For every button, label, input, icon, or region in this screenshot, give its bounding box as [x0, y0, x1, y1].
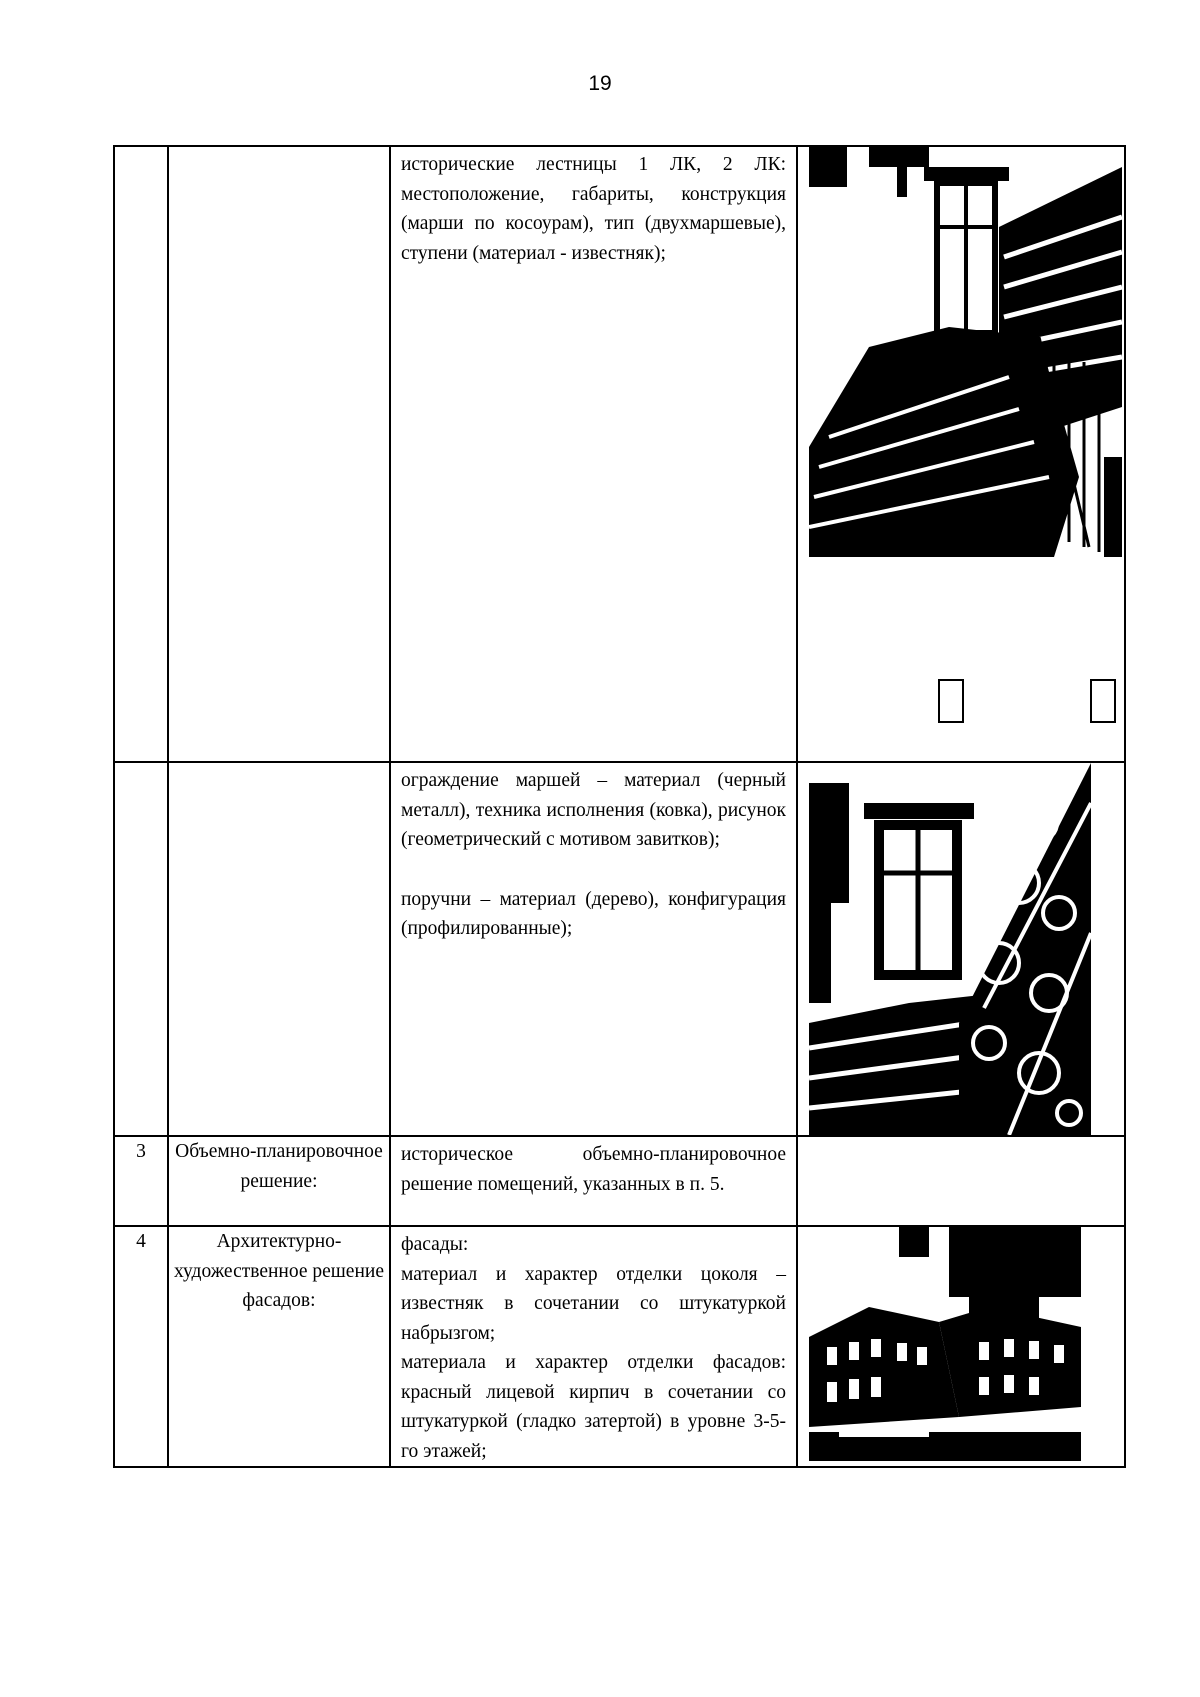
row-description-cell — [390, 1136, 797, 1226]
row-image-cell — [797, 762, 1125, 1136]
row-number-cell — [114, 762, 168, 1136]
description-paragraph: историческое объемно-планировочное решение помещений, указанных в п. 5. — [401, 1144, 786, 1195]
row-title-cell: Объемно-планировочное решение: — [168, 1136, 390, 1226]
table-row — [114, 762, 1125, 1136]
row-title-cell — [168, 762, 390, 1136]
description-paragraph: поручни – материал (дерево), конфигурация (профилированные); — [401, 888, 786, 939]
description-paragraph: материала и характер отделки фасадов: красный лицевой кирпич в сочетании со штукатуркой (гладко затертой) в уровне 3-5-го этажей; — [401, 1352, 786, 1462]
row-image-cell — [797, 1136, 1125, 1226]
row-number-cell — [114, 146, 168, 762]
building-facade-photo-icon — [809, 1227, 1081, 1461]
table-row — [114, 1226, 1125, 1467]
description-paragraph: материал и характер отделки цоколя – известняк в сочетании со штукатуркой набрызгом; — [401, 1263, 786, 1344]
description-paragraph: ограждение маршей – материал (черный металл), техника исполнения (ковка), рисунок (геометрический с мотивом завитков); — [401, 770, 786, 850]
row-description-cell — [390, 146, 797, 762]
table-row — [114, 146, 1125, 762]
description-paragraph: исторические лестницы 1 ЛК, 2 ЛК: местоположение, габариты, конструкция (марши по косоурам), тип (двухмаршевые), ступени (материал - известняк); — [401, 154, 786, 264]
row-title-cell — [168, 146, 390, 762]
heritage-items-table — [113, 145, 1126, 1468]
row-image-cell — [797, 1226, 1125, 1467]
row-number-cell: 4 — [114, 1226, 168, 1467]
row-title-cell: Архитектурно-художественное решение фасадов: — [168, 1226, 390, 1467]
row-description-cell — [390, 762, 797, 1136]
missing-glyph-box — [938, 679, 964, 723]
staircase-photo-icon — [809, 147, 1122, 557]
railing-photo-icon — [809, 763, 1091, 1135]
row-description-cell — [390, 1226, 797, 1467]
page-number: 19 — [588, 72, 612, 95]
row-image-cell — [797, 146, 1125, 762]
row-number-cell: 3 — [114, 1136, 168, 1226]
table-row — [114, 1136, 1125, 1226]
missing-glyph-box — [1090, 679, 1116, 723]
description-paragraph: фасады: — [401, 1234, 469, 1255]
